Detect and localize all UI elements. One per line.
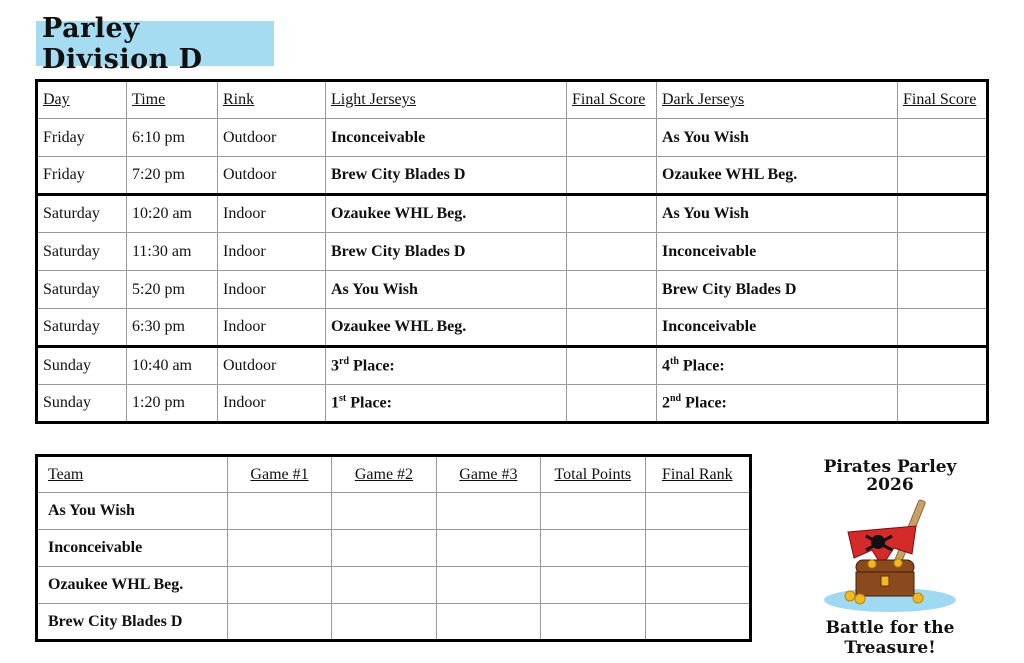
game-1-cell [227, 567, 331, 604]
logo-tagline: Battle for the Treasure! [825, 618, 955, 658]
gold-coin-icon [894, 559, 902, 567]
light-team: Brew City Blades D [326, 157, 567, 195]
game-2-cell [332, 493, 436, 530]
game-day: Friday [37, 119, 127, 157]
final-rank-cell [645, 493, 750, 530]
header-game-2: Game #2 [332, 456, 436, 493]
table-row [37, 530, 751, 567]
dark-team: Inconceivable [657, 233, 898, 271]
dark-team: Ozaukee WHL Beg. [657, 157, 898, 195]
game-time: 5:20 pm [127, 271, 218, 309]
light-score-cell [567, 309, 657, 347]
game-time: 7:20 pm [127, 157, 218, 195]
table-row [37, 157, 988, 195]
header-light-jerseys: Light Jerseys [326, 81, 567, 119]
light-team: 3rd Place: [326, 347, 567, 385]
light-score-cell [567, 157, 657, 195]
game-day: Sunday [37, 347, 127, 385]
standings-table [35, 454, 752, 642]
header-day: Day [37, 81, 127, 119]
final-rank-cell [645, 604, 750, 641]
treasure-flag-icon [820, 488, 960, 614]
chest-lock-icon [881, 576, 889, 586]
game-1-cell [227, 604, 331, 641]
header-game-3: Game #3 [436, 456, 540, 493]
game-rink: Indoor [218, 385, 326, 423]
gold-coin-icon [913, 593, 923, 603]
final-rank-cell [645, 530, 750, 567]
dark-score-cell [898, 119, 988, 157]
table-row [37, 195, 988, 233]
dark-score-cell [898, 233, 988, 271]
light-score-cell [567, 385, 657, 423]
standings-team: Ozaukee WHL Beg. [37, 567, 228, 604]
game-time: 6:30 pm [127, 309, 218, 347]
dark-team: As You Wish [657, 195, 898, 233]
game-2-cell [332, 567, 436, 604]
game-rink: Indoor [218, 309, 326, 347]
game-rink: Indoor [218, 271, 326, 309]
light-team: Brew City Blades D [326, 233, 567, 271]
standings-team: As You Wish [37, 493, 228, 530]
table-row [37, 347, 988, 385]
light-score-cell [567, 119, 657, 157]
standings-team: Brew City Blades D [37, 604, 228, 641]
header-time: Time [127, 81, 218, 119]
logo-line-2: 2026 [866, 475, 914, 495]
dark-score-cell [898, 157, 988, 195]
game-time: 1:20 pm [127, 385, 218, 423]
game-2-cell [332, 604, 436, 641]
header-final-score: Final Score [567, 81, 657, 119]
gold-coin-icon [845, 591, 855, 601]
game-time: 6:10 pm [127, 119, 218, 157]
game-time: 10:20 am [127, 195, 218, 233]
game-rink: Outdoor [218, 157, 326, 195]
game-day: Saturday [37, 233, 127, 271]
dark-team: Brew City Blades D [657, 271, 898, 309]
header-final-score: Final Score [898, 81, 988, 119]
header-total-points: Total Points [541, 456, 645, 493]
table-row [37, 309, 988, 347]
dark-score-cell [898, 309, 988, 347]
light-score-cell [567, 233, 657, 271]
final-rank-cell [645, 567, 750, 604]
schedule-header-row [37, 81, 988, 119]
game-3-cell [436, 567, 540, 604]
dark-team: Inconceivable [657, 309, 898, 347]
dark-score-cell [898, 385, 988, 423]
header-rink: Rink [218, 81, 326, 119]
game-time: 10:40 am [127, 347, 218, 385]
game-day: Saturday [37, 271, 127, 309]
dark-score-cell [898, 347, 988, 385]
table-row [37, 119, 988, 157]
light-team: As You Wish [326, 271, 567, 309]
total-points-cell [541, 493, 645, 530]
light-score-cell [567, 195, 657, 233]
light-team: 1st Place: [326, 385, 567, 423]
game-time: 11:30 am [127, 233, 218, 271]
table-row [37, 493, 751, 530]
dark-score-cell [898, 271, 988, 309]
table-row [37, 233, 988, 271]
game-rink: Indoor [218, 195, 326, 233]
light-team: Inconceivable [326, 119, 567, 157]
game-1-cell [227, 493, 331, 530]
game-day: Saturday [37, 309, 127, 347]
gold-coin-icon [868, 560, 876, 568]
standings-team: Inconceivable [37, 530, 228, 567]
pirates-parley-logo [790, 452, 1000, 658]
dark-team: 2nd Place: [657, 385, 898, 423]
gold-coin-icon [855, 594, 865, 604]
game-2-cell [332, 530, 436, 567]
dark-team: 4th Place: [657, 347, 898, 385]
schedule-table [35, 79, 989, 424]
game-day: Sunday [37, 385, 127, 423]
header-dark-jerseys: Dark Jerseys [657, 81, 898, 119]
total-points-cell [541, 530, 645, 567]
page-title: Parley Division D [36, 21, 274, 66]
standings-header-row [37, 456, 751, 493]
game-rink: Indoor [218, 233, 326, 271]
header-game-1: Game #1 [227, 456, 331, 493]
game-day: Saturday [37, 195, 127, 233]
table-row [37, 271, 988, 309]
dark-score-cell [898, 195, 988, 233]
table-row [37, 567, 751, 604]
game-3-cell [436, 604, 540, 641]
logo-line-1: Pirates Parley [823, 457, 957, 477]
light-score-cell [567, 271, 657, 309]
light-score-cell [567, 347, 657, 385]
game-3-cell [436, 493, 540, 530]
table-row [37, 604, 751, 641]
header-final-rank: Final Rank [645, 456, 750, 493]
game-rink: Outdoor [218, 347, 326, 385]
game-3-cell [436, 530, 540, 567]
total-points-cell [541, 604, 645, 641]
light-team: Ozaukee WHL Beg. [326, 195, 567, 233]
dark-team: As You Wish [657, 119, 898, 157]
table-row [37, 385, 988, 423]
game-day: Friday [37, 157, 127, 195]
header-team: Team [37, 456, 228, 493]
game-rink: Outdoor [218, 119, 326, 157]
game-1-cell [227, 530, 331, 567]
light-team: Ozaukee WHL Beg. [326, 309, 567, 347]
total-points-cell [541, 567, 645, 604]
